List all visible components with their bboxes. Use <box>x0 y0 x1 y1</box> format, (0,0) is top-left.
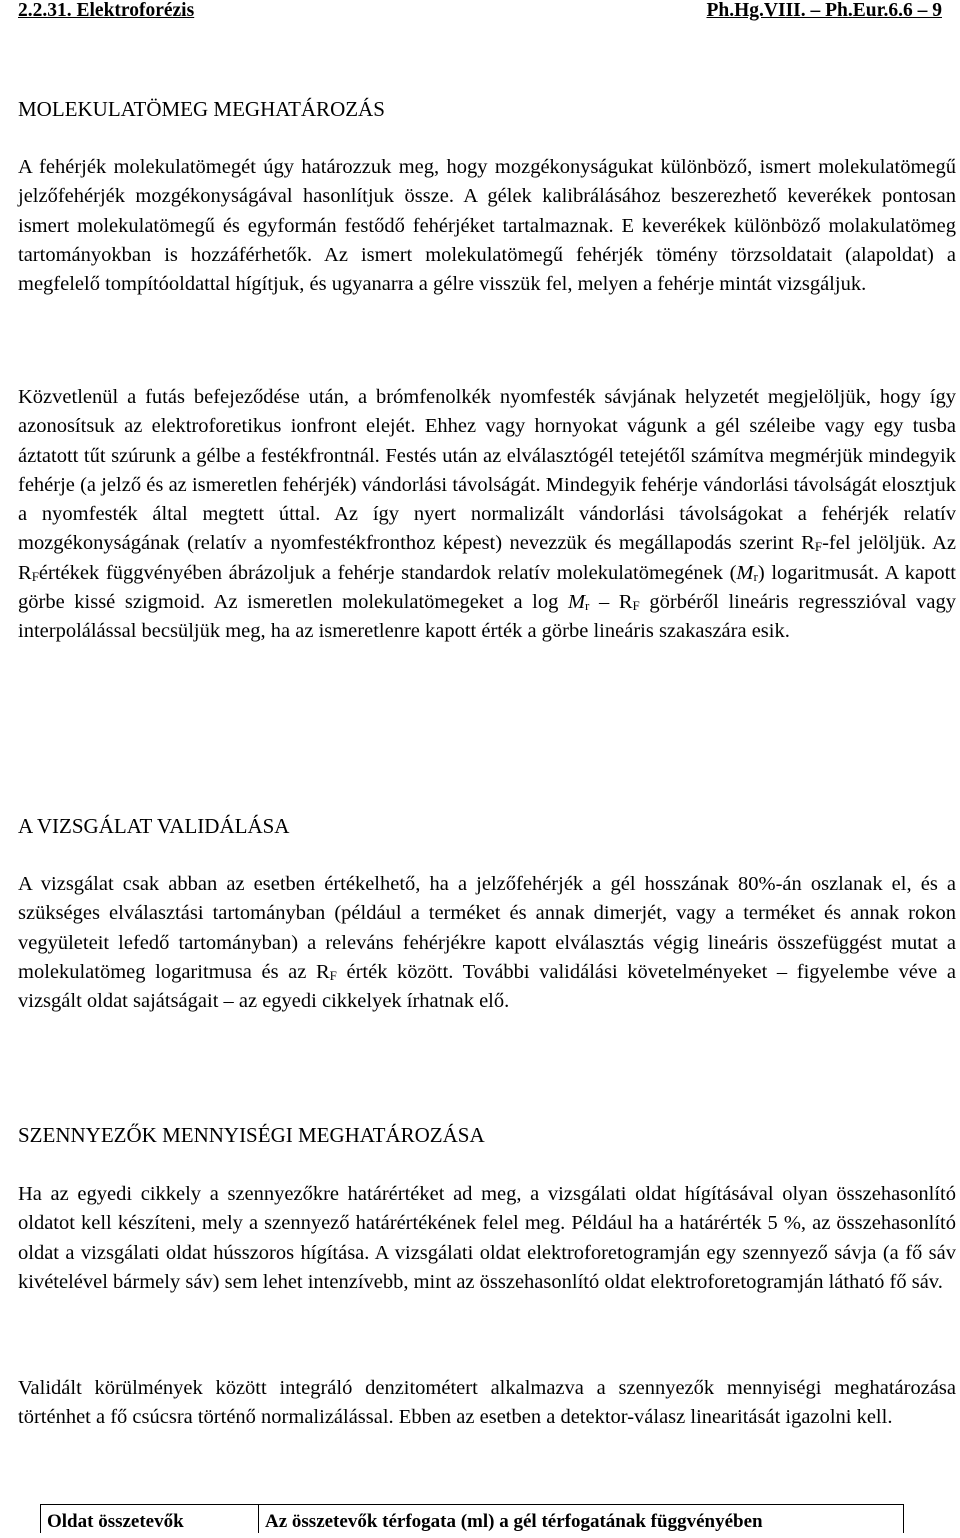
table-header-row <box>41 1505 904 1534</box>
table-header-cell: Az összetevők térfogata (ml) a gél térfogatának függvényében <box>259 1505 904 1534</box>
header-section: 2.2.31. Elektroforézis <box>18 0 195 21</box>
solution-components-table <box>40 1504 904 1533</box>
section-title-impurities: SZENNYEZŐK MENNYISÉGI MEGHATÁROZÁSA <box>18 1123 485 1147</box>
paragraph: A vizsgálat csak abban az esetben értékelhető, ha a jelzőfehérjék a gél hosszának 80%-án oszlanak el, és a szükséges elválasztási tartományban (például a terméket és annak dimerjét, vagy a terméket és annak rokon vegyületeit lefedő tartományban) a releváns fehérjékre kapott elválasztás végig lineáris összefüggést mutat a molekulatömeg logaritmusa és az RF érték között. További validálási követelményeket – figyelembe véve a vizsgált oldat sajátságait – az egyedi cikkelyek írhatnak elő. <box>18 873 956 1013</box>
paragraph: Közvetlenül a futás befejeződése után, a brómfenolkék nyomfesték sávjának helyzetét megjelöljük, hogy így azonosítsuk az elektroforetikus ionfront elejét. Ehhez vagy hornyokat vágunk a gél széleibe vagy egy tusba áztatott tűt szúrunk a gélbe a festékfrontnál. Festés után az elválasztógél tetejétől számítva megmérjük mindegyik fehérje (a jelző és az ismeretlen fehérjék) vándorlási távolságát. Mindegyik fehérje vándorlási távolságát elosztjuk a nyomfesték által megtett úttal. Az így nyert normalizált vándorlási távolságokat a fehérjék relatív mozgékonyságának (relatív a nyomfestékfronthoz képest) nevezzük és megállapodás szerint RF-fel jelöljük. Az RFértékek függvényében ábrázoljuk a fehérje standardok relatív molekulatömegének (Mr) logaritmusát. A kapott görbe kissé szigmoid. Az ismeretlen molekulatömegeket a log Mr – RF görbéről lineáris regresszióval vagy interpolálással becsüljük meg, ha az ismeretlenre kapott érték a görbe lineáris szakaszára esik. <box>18 386 957 643</box>
header-reference: Ph.Hg.VIII. – Ph.Eur.6.6 – 9 <box>706 0 942 21</box>
paragraph: Validált körülmények között integráló denzitométert alkalmazva a szennyezők mennyiségi meghatározása történhet a fő csúcsra történő normalizálással. Ebben az esetben a detektor-válasz linearitását igazolni kell. <box>18 1377 956 1429</box>
paragraph: A fehérjék molekulatömegét úgy határozzuk meg, hogy mozgékonyságukat különböző, ismert molekulatömegű jelzőfehérjék mozgékonyságával hasonlítjuk össze. A gélek kalibrálásához beszerezhető keverékek pontosan ismert molekulatömegű és egyformán festődő fehérjéket tartalmaznak. E keverékek különböző molakulatömeg tartományokban is hozzáférhetők. Az ismert molekulatömegű fehérjék tömény törzsoldatait (alapoldat) a megfelelő tompítóoldattal hígítjuk, és ugyanarra a gélre visszük fel, melyen a fehérje mintát vizsgáljuk. <box>18 156 956 296</box>
paragraph: Ha az egyedi cikkely a szennyezőkre határértéket ad meg, a vizsgálati oldat hígításával olyan összehasonlító oldatot kell készíteni, mely a szennyező határértékének felel meg. Például ha a határérték 5 %, az összehasonlító oldat a vizsgálati oldat hússzoros hígítása. A vizsgálati oldat elektroforetogramján egy szennyező sávja (a fő sáv kivételével bármely sáv) sem lehet intenzívebb, mint az összehasonlító oldat elektroforetogramján látható fő sáv. <box>18 1183 956 1293</box>
section-title-molecular-weight: MOLEKULATÖMEG MEGHATÁROZÁS <box>18 97 385 121</box>
section-title-validation: A VIZSGÁLAT VALIDÁLÁSA <box>18 814 290 838</box>
running-header <box>18 0 942 24</box>
table-header-cell: Oldat összetevők <box>41 1505 259 1534</box>
